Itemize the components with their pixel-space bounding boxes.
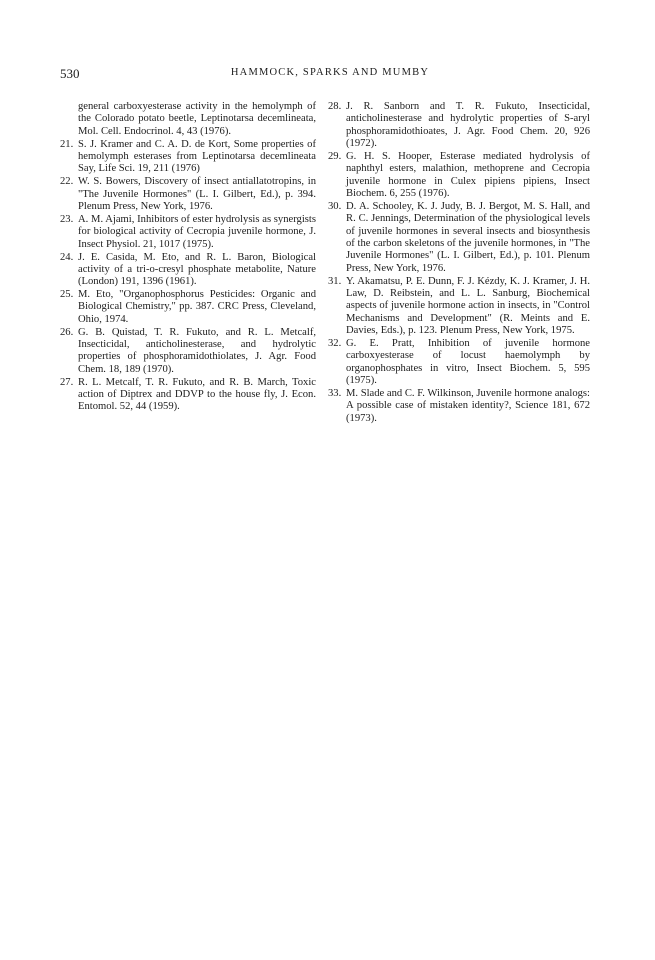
reference-number: 28.: [328, 101, 342, 112]
page-number: 530: [60, 66, 80, 81]
reference-text: A. M. Ajami, Inhibitors of ester hydrolysis as synergists for biological activity of Cecropia juvenile hormone, J. Insect Physiol. 21, 1017 (1975).: [78, 213, 316, 250]
reference-number: 30.: [328, 200, 342, 212]
reference-number: 22.: [60, 176, 74, 188]
reference-number: 25.: [60, 289, 74, 301]
reference-entry: [328, 388, 590, 425]
reference-entry: [328, 338, 590, 387]
reference-text: R. L. Metcalf, T. R. Fukuto, and R. B. March, Toxic action of Diptrex and DDVP to the house fly, J. Econ. Entomol. 52, 44 (1959).: [78, 376, 316, 413]
reference-text: S. J. Kramer and C. A. D. de Kort, Some properties of hemolymph esterases from Leptinotarsa decemlineata Say, Life Sci. 19, 211 (1976): [78, 138, 316, 175]
reference-list-left-column: [60, 101, 316, 414]
reference-number: 29.: [328, 150, 342, 162]
reference-number: 26.: [60, 326, 74, 338]
reference-entry: [60, 252, 316, 289]
reference-number: 24.: [60, 251, 74, 263]
reference-number: 27.: [60, 376, 74, 388]
reference-entry: [328, 201, 590, 275]
reference-entry: [328, 101, 590, 150]
reference-entry: [60, 289, 316, 326]
reference-text: D. A. Schooley, K. J. Judy, B. J. Bergot, M. S. Hall, and R. C. Jennings, Determination of the physiological levels of juvenile hormones in several insects and biosynthesis of the carbon skeletons of the juvenile hormones, in "The Juvenile Hormones" (L. I. Gilbert, Ed.), p. 101. Plenum Press, New York, 1976.: [346, 200, 590, 274]
reference-entry: [60, 101, 316, 138]
running-head: HAMMOCK, SPARKS AND MUMBY: [230, 67, 430, 78]
reference-text: general carboxyesterase activity in the hemolymph of the Colorado potato beetle, Leptinotarsa decemlineata, Mol. Cell. Endocrinol. 4, 43 (1976).: [78, 101, 316, 137]
reference-text: M. Slade and C. F. Wilkinson, Juvenile hormone analogs: A possible case of mistaken identity?, Science 181, 672 (1973).: [346, 387, 590, 424]
reference-text: M. Eto, "Organophosphorus Pesticides: Organic and Biological Chemistry," pp. 387. CRC Press, Cleveland, Ohio, 1974.: [78, 289, 316, 325]
reference-text: G. E. Pratt, Inhibition of juvenile hormone carboxyesterase of locust haemolymph by organophosphates in vitro, Insect Biochem. 5, 595 (1975).: [346, 337, 590, 386]
reference-entry: [60, 214, 316, 251]
reference-entry: [60, 176, 316, 213]
reference-text: Y. Akamatsu, P. E. Dunn, F. J. Kézdy, K. J. Kramer, J. H. Law, D. Reibstein, and L. L. Sanburg, Biochemical aspects of juvenile hormone action in insects, in "Control Mechanisms and Development" (R. Meints and E. Davies, Eds.), p. 123. Plenum Press, New York, 1975.: [346, 275, 590, 336]
reference-entry: [328, 276, 590, 338]
reference-text: W. S. Bowers, Discovery of insect antiallatotropins, in "The Juvenile Hormones" (L. I. Gilbert, Ed.), p. 394. Plenum Press, New York, 1976.: [78, 176, 316, 212]
reference-text: J. E. Casida, M. Eto, and R. L. Baron, Biological activity of a tri-o-cresyl phosphate metabolite, Nature (London) 191, 1396 (1961).: [78, 251, 316, 288]
reference-number: 32.: [328, 337, 342, 349]
reference-list-right-column: [328, 101, 590, 426]
reference-number: 31.: [328, 275, 342, 287]
reference-text: G. H. S. Hooper, Esterase mediated hydrolysis of naphthyl esters, malathion, methoprene and Cecropia juvenile hormone in Culex pipiens pipiens, Insect Biochem. 6, 255 (1976).: [346, 150, 590, 199]
reference-number: 21.: [60, 138, 74, 150]
reference-entry: [60, 327, 316, 376]
reference-entry: [60, 377, 316, 414]
reference-text: G. B. Quistad, T. R. Fukuto, and R. L. Metcalf, Insecticidal, anticholinesterase, and hydrolytic properties of phosphoramidothiolates, J. Agr. Food Chem. 18, 189 (1970).: [78, 326, 316, 375]
reference-text: J. R. Sanborn and T. R. Fukuto, Insecticidal, anticholinesterase and hydrolytic properties of S-aryl phosphoramidothioates, J. Agr. Food Chem. 20, 926 (1972).: [346, 101, 590, 150]
reference-number: 33.: [328, 387, 342, 399]
reference-entry: [328, 151, 590, 200]
reference-entry: [60, 139, 316, 176]
reference-number: 23.: [60, 213, 74, 225]
page-header: [60, 66, 600, 86]
